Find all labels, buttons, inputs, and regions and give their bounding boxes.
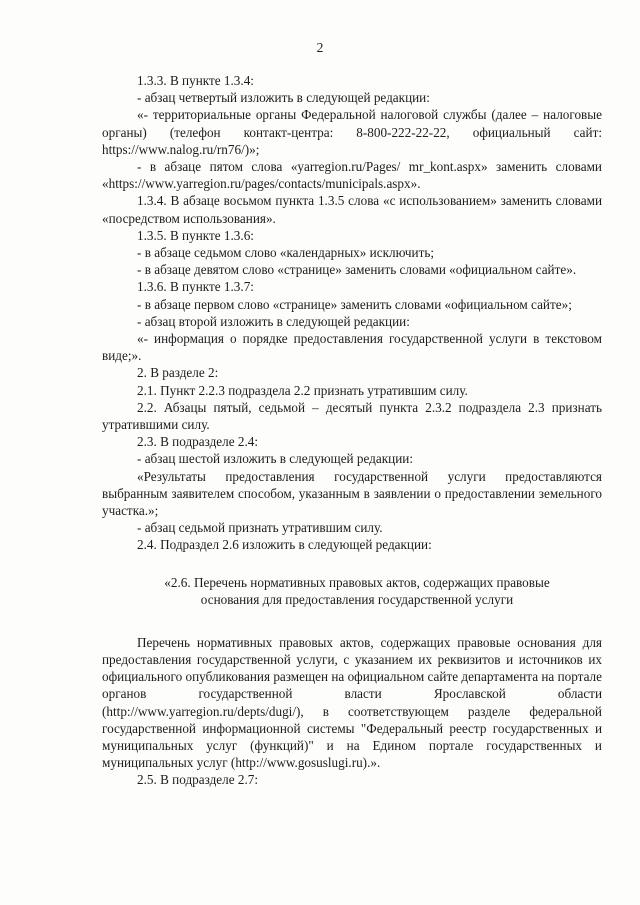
document-body bbox=[102, 72, 602, 789]
paragraph-2-5: 2.5. В подразделе 2.7: bbox=[137, 772, 259, 788]
paragraph-section-2: 2. В разделе 2: bbox=[137, 365, 219, 381]
paragraph-1-3-4: 1.3.4. В абзаце восьмом пункта 1.3.5 слова «с использованием» заменить словами «посредством использования». bbox=[102, 193, 602, 226]
page-number: 2 bbox=[316, 40, 324, 55]
paragraph-2-1: 2.1. Пункт 2.2.3 подраздела 2.2 признать утратившим силу. bbox=[137, 382, 468, 398]
section-heading-2-6 bbox=[102, 574, 602, 608]
paragraph-para9-replace: - в абзаце девятом слово «странице» заменить словами «официальном сайте». bbox=[137, 262, 577, 278]
paragraph-legal-acts-list: Перечень нормативных правовых актов, содержащих правовые основания для предоставления государственной услуги, с указанием их реквизитов и источников их официального опубликования размещен на официальном сайте департамента на портале органов государственной власти Ярославской области (http://www.yarregion.ru/depts/dugi/), в соответствующем разделе федеральной государственной информационной системы "Федеральный реестр государственных и муниципальных услуг (функций)" и на Едином портале государственных и муниципальных услуг (http://www.gosuslugi.ru).». bbox=[102, 634, 602, 771]
paragraph-results-quote: «Результаты предоставления государственной услуги предоставляются выбранным заявителем способом, указанным в заявлении о предоставлении земельного участка.»; bbox=[102, 468, 602, 519]
paragraph-para7-exclude: - в абзаце седьмом слово «календарных» исключить; bbox=[137, 245, 435, 261]
paragraph-2-4: 2.4. Подраздел 2.6 изложить в следующей редакции: bbox=[137, 537, 432, 553]
paragraph-para5-replace: - в абзаце пятом слова «yarregion.ru/Pages/ mr_kont.aspx» заменить словами «https://www.yarregion.ru/pages/contacts/municipals.aspx». bbox=[102, 159, 602, 192]
paragraph-1-3-5: 1.3.5. В пункте 1.3.6: bbox=[137, 227, 254, 243]
paragraph-1-3-6: 1.3.6. В пункте 1.3.7: bbox=[137, 279, 254, 295]
paragraph-tax-service-quote: «- территориальные органы Федеральной налоговой службы (далее – налоговые органы) (телефон контакт-центра: 8-800-222-22-22, официальный сайт: https://www.nalog.ru/rn76/)»; bbox=[102, 107, 602, 157]
paragraph-para7-void: - абзац седьмой признать утратившим силу. bbox=[137, 520, 383, 536]
paragraph-para1-replace: - в абзаце первом слово «странице» заменить словами «официальном сайте»; bbox=[137, 296, 572, 312]
paragraph-para2-instruction: - абзац второй изложить в следующей редакции: bbox=[137, 313, 410, 329]
section-heading-line-1: «2.6. Перечень нормативных правовых актов, содержащих правовые bbox=[164, 574, 550, 590]
paragraph-2-3: 2.3. В подразделе 2.4: bbox=[137, 434, 259, 450]
paragraph-para6-instruction: - абзац шестой изложить в следующей редакции: bbox=[137, 451, 413, 467]
paragraph-info-quote: «- информация о порядке предоставления государственной услуги в текстовом виде;». bbox=[102, 331, 602, 364]
section-heading-line-2: основания для предоставления государственной услуги bbox=[200, 591, 514, 607]
paragraph-1-3-3: 1.3.3. В пункте 1.3.4: bbox=[137, 73, 254, 88]
paragraph-para4-instruction: - абзац четвертый изложить в следующей редакции: bbox=[137, 90, 430, 106]
paragraph-2-2: 2.2. Абзацы пятый, седьмой – десятый пункта 2.3.2 подраздела 2.3 признать утратившими силу. bbox=[102, 399, 602, 433]
spacer bbox=[102, 608, 602, 634]
